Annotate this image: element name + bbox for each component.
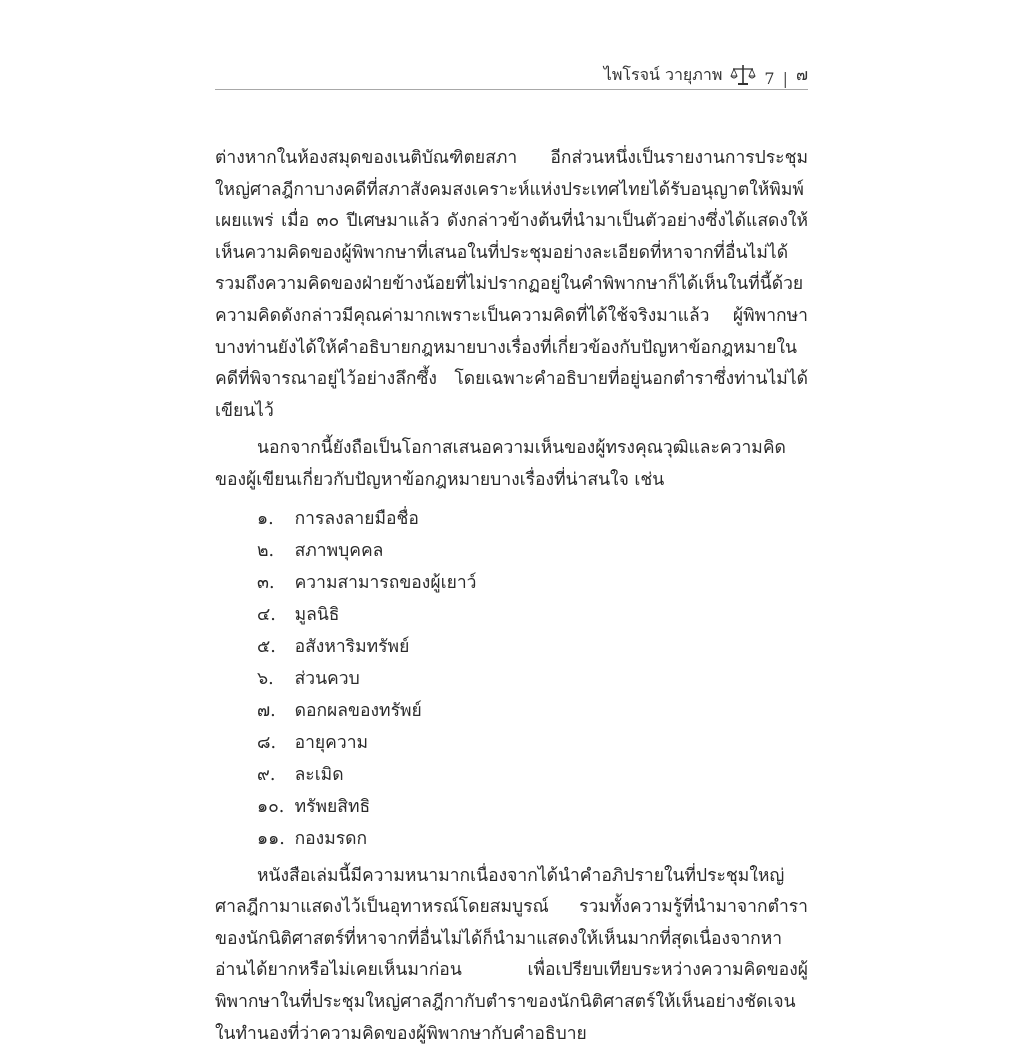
list-label: การลงลายมือชื่อ — [294, 508, 419, 529]
page-number-thai: ๗ — [795, 65, 808, 84]
list-item — [257, 663, 808, 695]
list-item — [257, 503, 808, 535]
list-item — [257, 599, 808, 631]
list-number: ๑๑. — [257, 828, 285, 849]
paragraph-2: นอกจากนี้ยังถือเป็นโอกาสเสนอความเห็นของผู้ทรงคุณวุฒิและความคิดของผู้เขียนเกี่ยวกับปัญหาข้อกฎหมายบางเรื่องที่น่าสนใจ เช่น — [215, 438, 786, 490]
header-author: ไพโรจน์ วายุภาพ — [603, 65, 723, 84]
list-label: ส่วนควบ — [294, 668, 360, 689]
list-item — [257, 759, 808, 791]
list-number: ๒. — [257, 540, 275, 561]
list-label: ดอกผลของทรัพย์ — [294, 700, 422, 721]
list-label: กองมรดก — [294, 828, 368, 849]
scale-of-justice-icon — [730, 62, 756, 88]
list-label: ทรัพยสิทธิ — [294, 796, 371, 817]
running-header — [215, 58, 808, 88]
list-item — [257, 631, 808, 663]
list-item — [257, 695, 808, 727]
list-number: ๕. — [257, 636, 276, 657]
list-number: ๑. — [257, 508, 274, 529]
list-label: อสังหาริมทรัพย์ — [294, 636, 410, 657]
list-number: ๗. — [257, 700, 276, 721]
list-number: ๑๐. — [257, 796, 285, 817]
list-label: ความสามารถของผู้เยาว์ — [294, 572, 477, 593]
paragraph-1: ต่างหากในห้องสมุดของเนติบัณฑิตยสภา อีกส่วนหนึ่งเป็นรายงานการประชุมใหญ่ศาลฎีกาบางคดีที่สภาสังคมสงเคราะห์แห่งประเทศไทยได้รับอนุญาตให้พิมพ์เผยแพร่ เมื่อ ๓๐ ปีเศษมาแล้ว ดังกล่าวข้างต้นที่นำมาเป็นตัวอย่างซึ่งได้แสดงให้เห็นความคิดของผู้พิพากษาที่เสนอในที่ประชุมอย่างละเอียดที่หาจากที่อื่นไม่ได้ รวมถึงความคิดของฝ่ายข้างน้อยที่ไม่ปรากฏอยู่ในคำพิพากษาก็ได้เห็นในที่นี้ด้วย ความคิดดังกล่าวมีคุณค่ามากเพราะเป็นความคิดที่ได้ใช้จริงมาแล้ว ผู้พิพากษาบางท่านยังได้ให้คำอธิบายกฎหมายบางเรื่องที่เกี่ยวข้องกับปัญหาข้อกฎหมายในคดีที่พิจารณาอยู่ไว้อย่างลึกซึ้ง โดยเฉพาะคำอธิบายที่อยู่นอกตำราซึ่งท่านไม่ได้เขียนไว้ — [215, 148, 808, 421]
topics-list — [215, 503, 808, 855]
header-separator: | — [782, 69, 788, 88]
list-label: ละเมิด — [294, 764, 344, 785]
header-divider — [215, 89, 808, 90]
list-item — [257, 535, 808, 567]
page-body — [215, 143, 808, 1056]
list-item — [257, 727, 808, 759]
paragraph-3: หนังสือเล่มนี้มีความหนามากเนื่องจากได้นำคำอภิปรายในที่ประชุมใหญ่ศาลฎีกามาแสดงไว้เป็นอุทาหรณ์โดยสมบูรณ์ รวมทั้งความรู้ที่นำมาจากตำราของนักนิติศาสตร์ที่หาจากที่อื่นไม่ได้ก็นำมาแสดงให้เห็นมากที่สุดเนื่องจากหาอ่านได้ยากหรือไม่เคยเห็นมาก่อน เพื่อเปรียบเทียบระหว่างความคิดของผู้พิพากษาในที่ประชุมใหญ่ศาลฎีกากับตำราของนักนิติศาสตร์ให้เห็นอย่างชัดเจน ในทำนองที่ว่าความคิดของผู้พิพากษากับคำอธิบาย — [215, 865, 808, 1044]
page-number-arabic: 7 — [764, 69, 775, 88]
list-number: ๘. — [257, 732, 277, 753]
list-label: อายุความ — [294, 732, 369, 753]
list-label: สภาพบุคคล — [294, 540, 384, 561]
list-label: มูลนิธิ — [294, 604, 340, 625]
list-number: ๖. — [257, 668, 274, 689]
list-number: ๓. — [257, 572, 275, 593]
list-number: ๙. — [257, 764, 276, 785]
list-number: ๔. — [257, 604, 276, 625]
list-item — [257, 567, 808, 599]
list-item — [257, 791, 808, 823]
list-item — [257, 823, 808, 855]
